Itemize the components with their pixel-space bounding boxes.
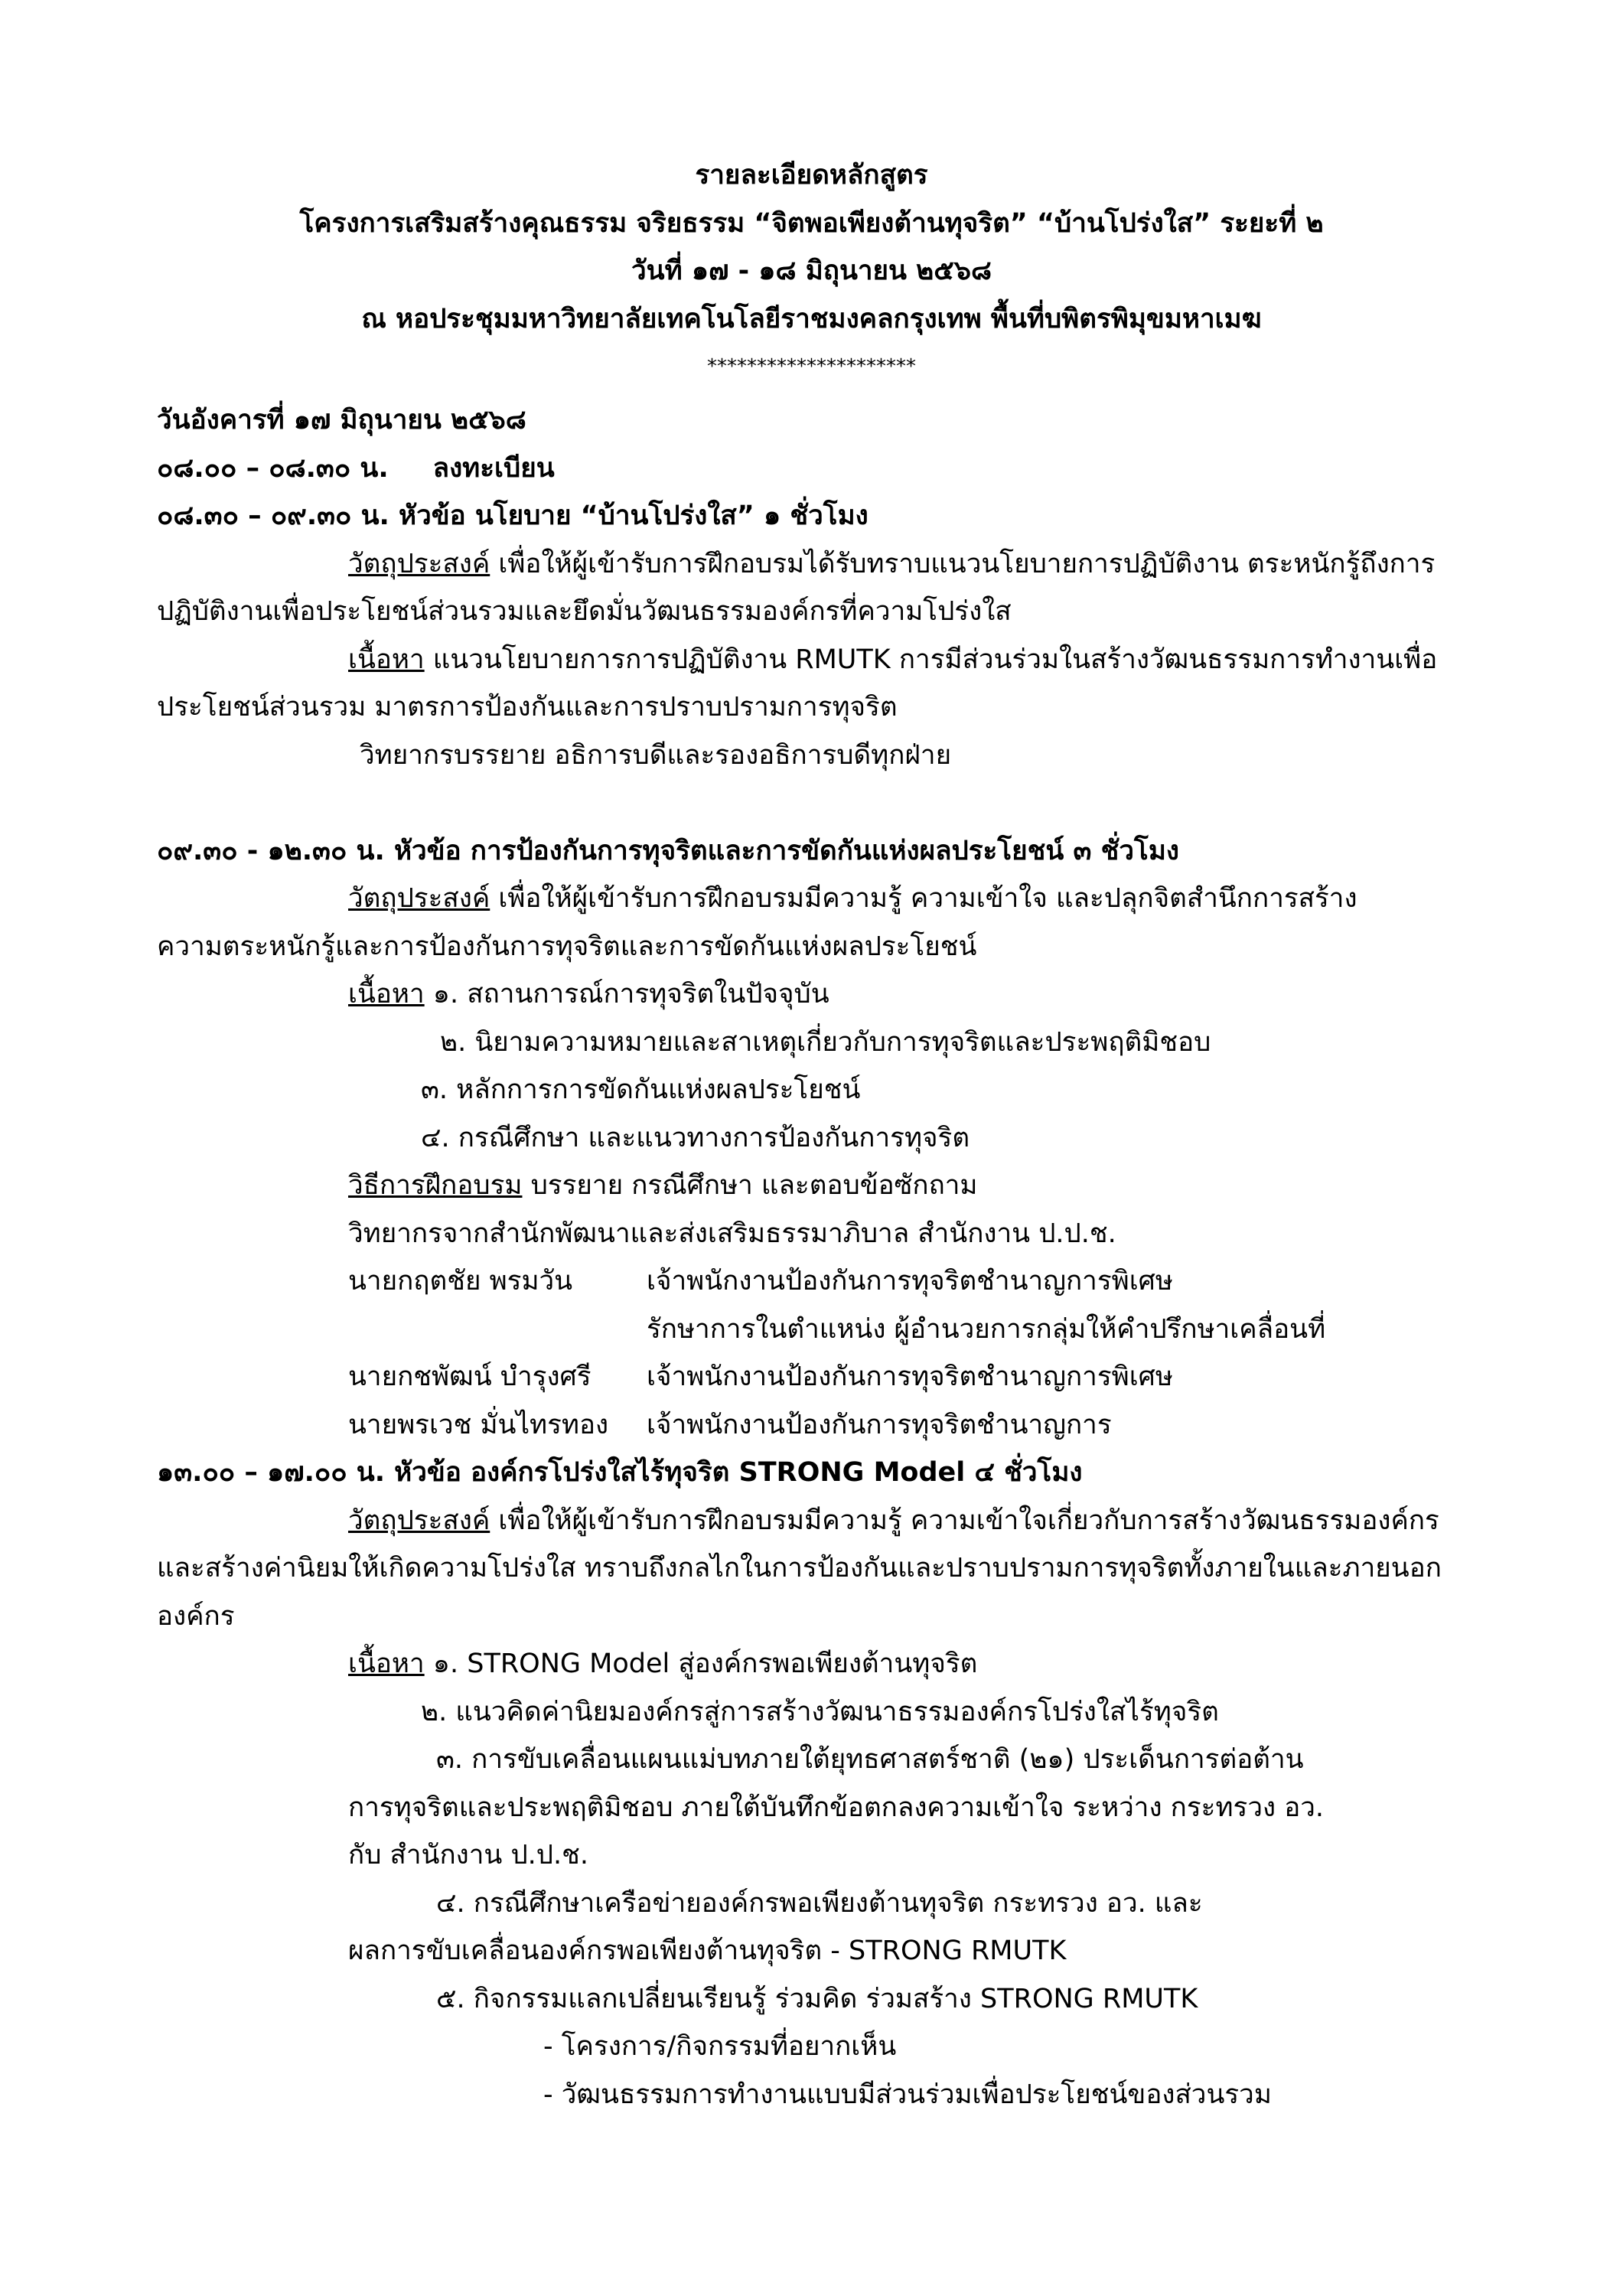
event-venue: ณ หอประชุมมหาวิทยาลัยเทคโนโลยีราชมงคลกรุงเทพ พื้นที่บพิตรพิมุขมหาเมฆ — [361, 303, 1262, 334]
objective-line — [157, 540, 1504, 589]
objective-text: เพื่อให้ผู้เข้ารับการฝึกอบรมได้รับทราบแนวนโยบายการปฏิบัติงาน ตระหนักรู้ถึงการ — [490, 548, 1436, 579]
content-item: ๑. STRONG Model สู่องค์กรพอเพียงต้านทุจริต — [424, 1649, 978, 1679]
content-item: ๔. กรณีศึกษาเครือข่ายองค์กรพอเพียงต้านทุจริต กระทรวง อว. และ — [436, 1887, 1203, 1919]
objective-text: เพื่อให้ผู้เข้ารับการฝึกอบรมมีความรู้ ความเข้าใจเกี่ยวกับการสร้างวัฒนธรรมองค์กร — [490, 1505, 1439, 1536]
content-label: เนื้อหา — [348, 1649, 425, 1679]
objective-line: ปฏิบัติงานเพื่อประโยชน์ส่วนรวมและยึดมั่นวัฒนธรรมองค์กรที่ความโปร่งใส — [157, 596, 1012, 627]
speaker-role: เจ้าพนักงานป้องกันการทุจริตชำนาญการพิเศษ — [647, 1266, 1173, 1296]
objective-label: วัตถุประสงค์ — [348, 548, 490, 579]
objective-line: ความตระหนักรู้และการป้องกันการทุจริตและการขัดกันแห่งผลประโยชน์ — [157, 931, 977, 962]
content-line — [157, 970, 1504, 1019]
session-heading: ๑๓.๐๐ – ๑๗.๐๐ น. หัวข้อ องค์กรโปร่งใสไร้ทุจริต STRONG Model ๔ ชั่วโมง — [157, 1457, 1083, 1488]
objective-label: วัตถุประสงค์ — [348, 1505, 490, 1536]
day-heading: วันอังคารที่ ๑๗ มิถุนายน ๒๕๖๘ — [157, 405, 526, 435]
content-label: เนื้อหา — [348, 644, 425, 675]
content-item: ๑. สถานการณ์การทุจริตในปัจจุบัน — [424, 979, 829, 1009]
content-text: แนวนโยบายการการปฏิบัติงาน RMUTK การมีส่วนร่วมในสร้างวัฒนธรรมการทำงานเพื่อ — [424, 644, 1438, 675]
session-topic: ลงทะเบียน — [432, 452, 555, 484]
speaker-line: วิทยากรบรรยาย อธิการบดีและรองอธิการบดีทุกฝ่าย — [360, 739, 952, 771]
sub-item: - วัฒนธรรมการทำงานแบบมีส่วนร่วมเพื่อประโยชน์ของส่วนรวม — [543, 2079, 1272, 2110]
spacer — [157, 779, 1504, 827]
project-name: โครงการเสริมสร้างคุณธรรม จริยธรรม “จิตพอเพียงต้านทุจริต” “บ้านโปร่งใส” ระยะที่ ๒ — [299, 207, 1324, 239]
objective-line: องค์กร — [157, 1600, 235, 1632]
sub-item: - โครงการ/กิจกรรมที่อยากเห็น — [543, 2031, 897, 2062]
speaker-name: นายกฤตชัย พรมวัน — [348, 1266, 573, 1296]
content-item: ผลการขับเคลื่อนองค์กรพอเพียงต้านทุจริต - STRONG RMUTK — [348, 1936, 1067, 1966]
session-time: ๐๘.๐๐ – ๐๘.๓๐ น. — [157, 452, 389, 484]
speaker-name: นายพรเวช มั่นไทรทอง — [348, 1409, 609, 1440]
speaker-role: รักษาการในตำแหน่ง ผู้อำนวยการกลุ่มให้คำปรึกษาเคลื่อนที่ — [647, 1313, 1326, 1345]
speaker-row — [157, 1353, 1504, 1401]
speaker-role: เจ้าพนักงานป้องกันการทุจริตชำนาญการพิเศษ — [647, 1362, 1173, 1392]
session-registration — [157, 445, 1504, 493]
content-item: ๓. หลักการการขัดกันแห่งผลประโยชน์ — [421, 1075, 861, 1105]
content-line — [157, 636, 1504, 684]
speaker-name: นายกชพัฒน์ บำรุงศรี — [348, 1362, 592, 1392]
session-heading: ๐๘.๓๐ – ๐๙.๓๐ น. หัวข้อ นโยบาย “บ้านโปร่งใส” ๑ ชั่วโมง — [157, 501, 869, 531]
content-item: ๒. นิยามความหมายและสาเหตุเกี่ยวกับการทุจริตและประพฤติมิชอบ — [440, 1026, 1211, 1058]
content-item: การทุจริตและประพฤติมิชอบ ภายใต้บันทึกข้อตกลงความเข้าใจ ระหว่าง กระทรวง อว. — [348, 1792, 1324, 1823]
content-item: ๓. การขับเคลื่อนแผนแม่บทภายใต้ยุทธศาสตร์ชาติ (๒๑) ประเด็นการต่อต้าน — [436, 1744, 1304, 1775]
content-item: ๔. กรณีศึกษา และแนวทางการป้องกันการทุจริต — [421, 1122, 970, 1153]
speaker-row — [157, 1306, 1504, 1354]
content-item: ๒. แนวคิดค่านิยมองค์กรสู่การสร้างวัฒนาธรรมองค์กรโปร่งใสไร้ทุจริต — [421, 1696, 1219, 1727]
separator-stars: ********************* — [707, 355, 916, 378]
method-line — [157, 1162, 1504, 1210]
content-item: กับ สำนักงาน ป.ป.ช. — [348, 1840, 589, 1870]
speaker-role: เจ้าพนักงานป้องกันการทุจริตชำนาญการ — [647, 1409, 1112, 1440]
method-text: บรรยาย กรณีศึกษา และตอบข้อซักถาม — [522, 1170, 978, 1201]
schedule-body — [157, 396, 1504, 2118]
speakers-intro: วิทยากรจากสำนักพัฒนาและส่งเสริมธรรมาภิบาล สำนักงาน ป.ป.ช. — [348, 1218, 1116, 1249]
content-item: ๕. กิจกรรมแลกเปลี่ยนเรียนรู้ ร่วมคิด ร่วมสร้าง STRONG RMUTK — [436, 1983, 1198, 2014]
event-date: วันที่ ๑๗ - ๑๘ มิถุนายน ๒๕๖๘ — [631, 256, 992, 286]
objective-text: เพื่อให้ผู้เข้ารับการฝึกอบรมมีความรู้ ความเข้าใจ และปลุกจิตสำนึกการสร้าง — [490, 883, 1357, 914]
content-line: ประโยชน์ส่วนรวม มาตรการป้องกันและการปราบปรามการทุจริต — [157, 692, 898, 722]
speaker-row — [157, 1401, 1504, 1450]
session-heading: ๐๙.๓๐ - ๑๒.๓๐ น. หัวข้อ การป้องกันการทุจริตและการขัดกันแห่งผลประโยชน์ ๓ ชั่วโมง — [157, 835, 1179, 866]
objective-label: วัตถุประสงค์ — [348, 883, 490, 914]
document-header — [0, 152, 1623, 391]
objective-line — [157, 1497, 1504, 1545]
content-line — [157, 1640, 1504, 1688]
document-title: รายละเอียดหลักสูตร — [695, 160, 928, 191]
method-label: วิธีการฝึกอบรม — [348, 1170, 523, 1201]
objective-line: และสร้างค่านิยมให้เกิดความโปร่งใส ทราบถึงกลไกในการป้องกันและปราบปรามการทุจริตทั้งภายในและภายนอก — [157, 1553, 1442, 1583]
content-label: เนื้อหา — [348, 979, 425, 1009]
speaker-row — [157, 1257, 1504, 1306]
objective-line — [157, 875, 1504, 923]
